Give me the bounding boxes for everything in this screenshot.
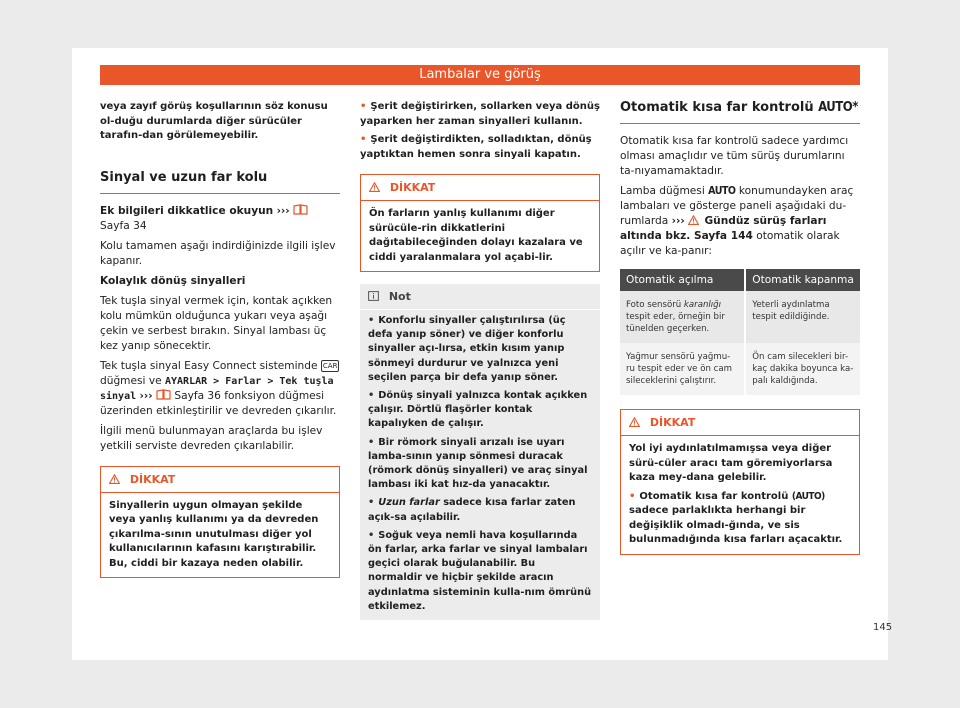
info-icon bbox=[368, 291, 379, 301]
paragraph-service: İlgili menü bulunmayan araçlarda bu işlev yetkili serviste devreden çıkarılabilir. bbox=[100, 424, 323, 452]
paragraph-easy-connect: Tek tuşla sinyal Easy Connect sisteminde CAR düğmesi ve AYARLAR > Farlar > Tek tuşla sinyal ››› Sayfa 36 fonksiyon düğmesi üzerinden etkinleştirilir ve devreden çıkarılır. bbox=[100, 359, 338, 417]
column-left bbox=[100, 100, 340, 586]
list-item: • Bir römork sinyali arızalı ise uyarı lamba-sının yanıp sönmesi duracak (römork dönüş sinyalleri) ve araç sinyal lambası iki kat hız-da yanacaktır. bbox=[368, 436, 588, 491]
subheading-comfort-signals: Kolaylık dönüş sinyalleri bbox=[100, 274, 246, 287]
paragraph-light-switch: Lamba düğmesi AUTO konumundayken araç lambaları ve gösterge paneli aşağıdaki du-rumlarda ››› Gündüz sürüş farları altında bkz. Sayfa 144 otomatik olarak açılır ve ka-panır: bbox=[620, 185, 854, 257]
read-more-paragraph bbox=[100, 204, 340, 234]
warning-triangle-icon bbox=[629, 417, 640, 427]
menu-path: AYARLAR > Farlar > Tek tuşla sinyal bbox=[100, 375, 334, 402]
section-header: Lambalar ve görüş bbox=[100, 65, 860, 85]
list-item: • Şerit değiştirirken, sollarken veya dönüş yaparken her zaman sinyalleri kullanın. bbox=[360, 101, 600, 127]
table-row bbox=[620, 291, 860, 343]
table-cell: Yağmur sensörü yağmu-ru tespit eder ve ön cam sileceklerini çalıştırır. bbox=[620, 343, 745, 395]
warning-triangle-icon bbox=[109, 474, 120, 484]
warning-box bbox=[100, 466, 340, 579]
page-ref-link[interactable]: Sayfa 34 bbox=[100, 219, 147, 232]
column-right bbox=[620, 100, 860, 563]
paragraph-assist: Otomatik kısa far kontrolü sadece yardımcı olması amaçlıdır ve tüm sürüş durumlarını ta-nıyamamaktadır. bbox=[620, 135, 849, 177]
warning-header: DİKKAT bbox=[361, 175, 599, 201]
page-ref-link[interactable]: Gündüz sürüş farları altında bkz. Sayfa 144 bbox=[620, 215, 827, 242]
car-button-icon: CAR bbox=[322, 361, 338, 370]
intro-text: veya zayıf görüş koşullarının söz konusu ol-duğu durumlarda diğer sürücüler tarafın-dan görülemeyebilir. bbox=[100, 101, 328, 141]
list-item: • Dönüş sinyali yalnızca kontak açıkken çalışır. Dörtlü flaşörler kontak kapalıyken de çalışır. bbox=[368, 390, 588, 430]
page-number: 145 bbox=[873, 622, 893, 633]
auto-label: AUTO* bbox=[818, 100, 858, 115]
warning-header: DİKKAT bbox=[621, 410, 859, 436]
table-row bbox=[620, 343, 860, 395]
list-item: • Konforlu sinyaller çalıştırılırsa (üç defa yanıp söner) ve diğer konforlu sinyaller açı-lırsa, etkin kısım yanıp sönmeyi durdurur ve yalnızca yeni seçilen parça bir defa yanıp söner. bbox=[368, 315, 566, 383]
paragraph-lever-off: Kolu tamamen aşağı indirdiğinizde ilgili işlev kapanır. bbox=[100, 239, 336, 267]
auto-light-table bbox=[620, 269, 860, 395]
section-heading-signal: Sinyal ve uzun far kolu bbox=[100, 170, 340, 194]
warning-body: Ön farların yanlış kullanımı diğer sürücüle-rin dikkatlerini dağıtabileceğinden dolayı kazalara ve ciddi yaralanmalara yol açabi-lir. bbox=[369, 208, 583, 263]
table-header: Otomatik kapanma bbox=[745, 269, 860, 291]
table-header: Otomatik açılma bbox=[620, 269, 745, 291]
list-item: • Otomatik kısa far kontrolü (AUTO) sadece parlaklıkta herhangi bir değişiklik olmadı-ğında, ve sis bulunmadığında kısa farları açacaktır. bbox=[629, 490, 843, 545]
book-icon bbox=[156, 389, 171, 400]
list-item: • Uzun farlar sadece kısa farlar zaten açık-sa açılabilir. bbox=[368, 497, 576, 523]
table-cell: Ön cam silecekleri bir-kaç dakika boyunca ka-palı kaldığında. bbox=[745, 343, 860, 395]
list-item: • Soğuk veya nemli hava koşullarında ön farlar, arka farlar ve sinyal lambaları geçici olarak buğulanabilir. Bu normaldir ve hiçbir şekilde aracın aydınlatma sisteminin kulla-nım ömrünü etkilemez. bbox=[368, 529, 592, 612]
book-icon bbox=[293, 204, 308, 215]
note-body bbox=[360, 310, 600, 620]
warning-body: Yol iyi aydınlatılmamışsa veya diğer sürü-cüler aracı tam göremiyorlarsa kaza mey-dana gelebilir. • Otomatik kısa far kontrolü (AUTO) sadece parlaklıkta herhangi bir değişiklik olmadı-ğında, ve sis bulunmadığında kısa farları açacaktır. bbox=[621, 436, 859, 554]
page-ref-link[interactable]: Sayfa 36 bbox=[174, 389, 221, 402]
note-header: Not bbox=[360, 284, 600, 310]
table-cell: Foto sensörü karanlığı tespit eder, örneğin bir tünelden geçerken. bbox=[620, 291, 745, 343]
warning-triangle-icon bbox=[369, 182, 380, 192]
note-box bbox=[360, 284, 600, 620]
auto-label: AUTO bbox=[708, 185, 736, 197]
table-cell: Yeterli aydınlatma tespit edildiğinde. bbox=[745, 291, 860, 343]
warning-body: Sinyallerin uygun olmayan şekilde veya yanlış kullanımı ya da devreden çıkarılma-sının unutulması diğer yol kullanıcılarının kafasını karıştırabilir. Bu, ciddi bir kazaya neden olabilir. bbox=[109, 499, 319, 569]
warning-triangle-icon bbox=[688, 215, 699, 225]
paragraph-one-touch: Tek tuşla sinyal vermek için, kontak açıkken kolu mümkün olduğunca yukarı veya aşağı çekin ve serbest bırakın. Sinyal lambası üç kez yanıp sönecektir. bbox=[100, 294, 333, 352]
column-middle bbox=[360, 100, 600, 632]
warning-box bbox=[360, 174, 600, 272]
read-more-label: Ek bilgileri dikkatlice okuyun bbox=[100, 204, 274, 217]
warning-header: DİKKAT bbox=[101, 467, 339, 493]
list-item: • Şerit değiştirdikten, solladıktan, dönüş yaptıktan hemen sonra sinyali kapatın. bbox=[360, 134, 592, 160]
ref-arrows: ››› bbox=[276, 204, 290, 217]
warning-box bbox=[620, 409, 860, 555]
section-heading-auto-lights: Otomatik kısa far kontrolü AUTO* bbox=[620, 100, 860, 124]
